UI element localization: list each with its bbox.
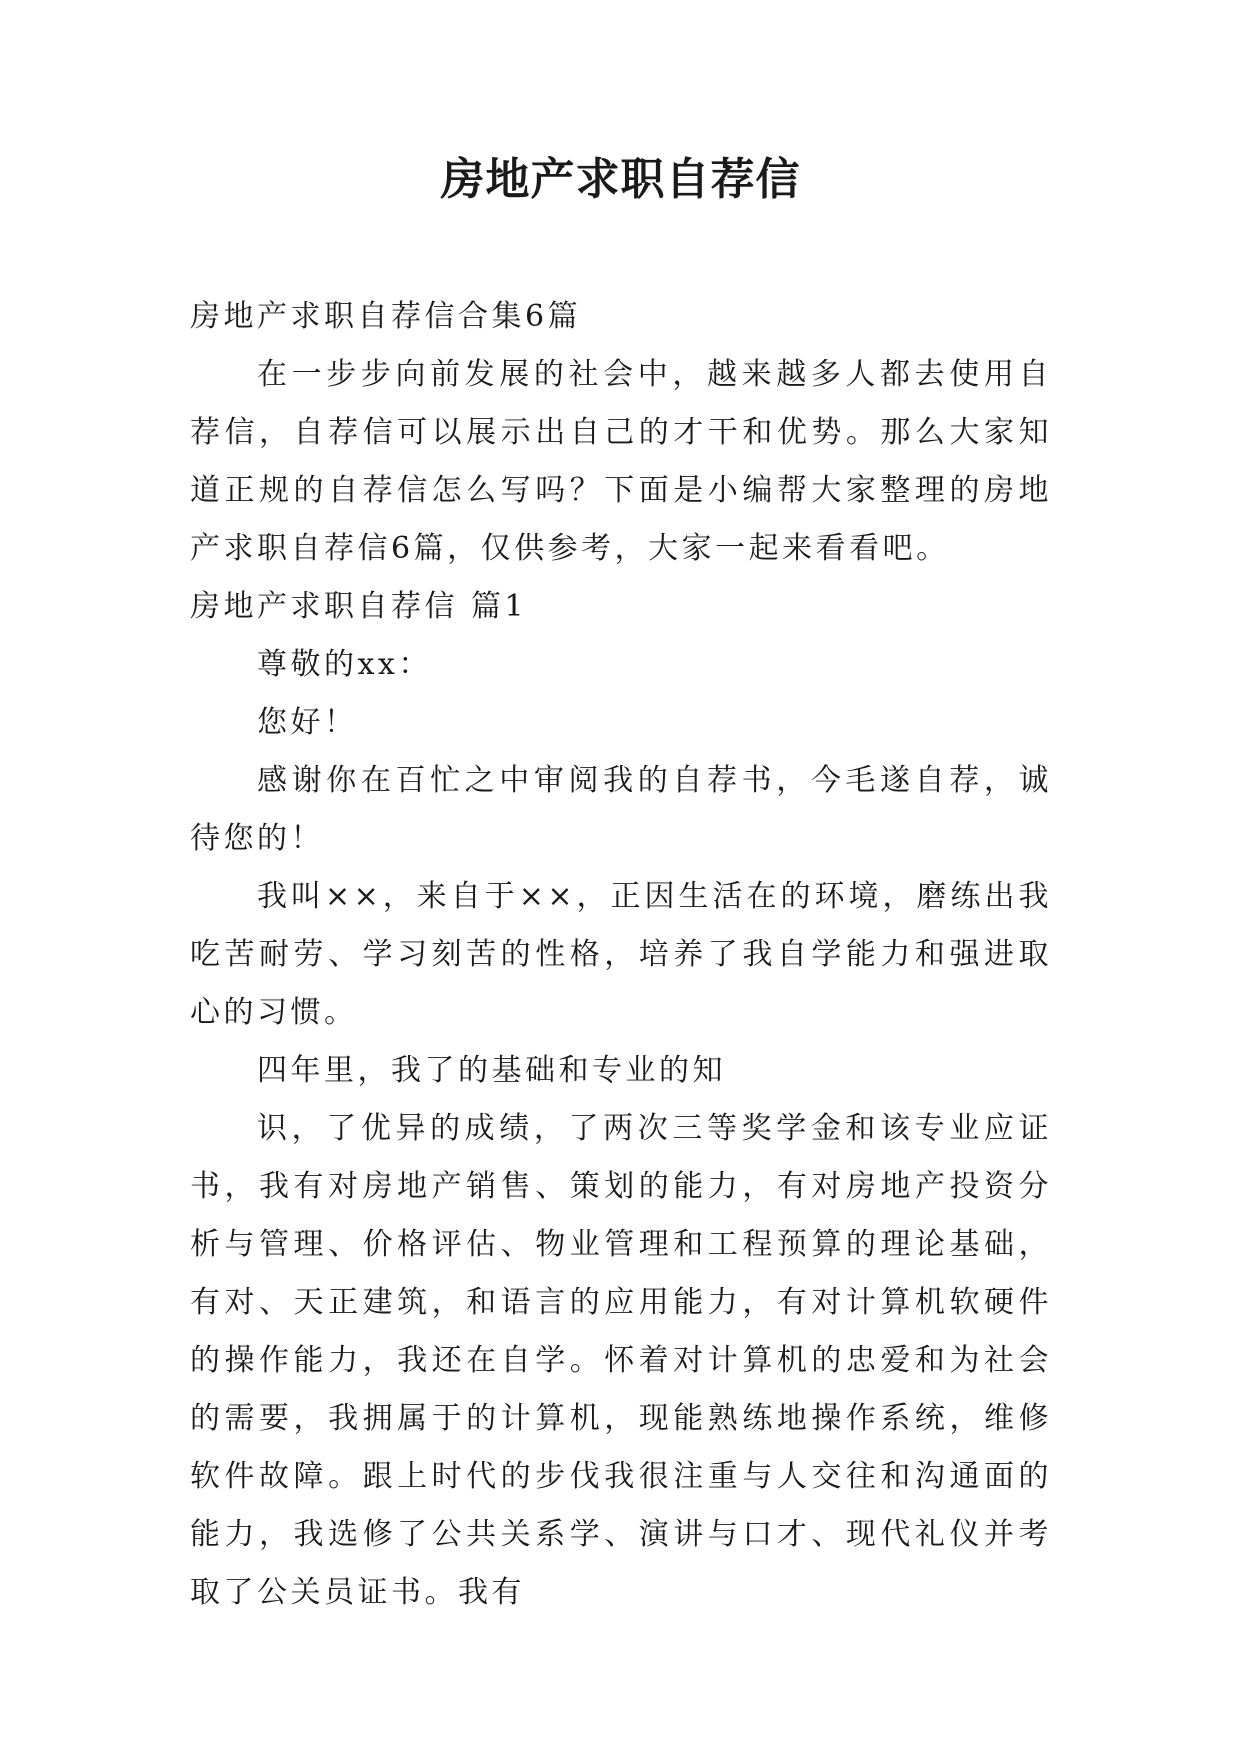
section-heading: 房地产求职自荐信合集6篇 — [190, 299, 582, 334]
section-heading: 房地产求职自荐信 篇1 — [190, 589, 528, 624]
intro-paragraph: 在一步步向前发展的社会中，越来越多人都去使用自荐信，自荐信可以展示出自己的才干和优势。那么大家知道正规的自荐信怎么写吗？下面是小编帮大家整理的房地产求职自荐信6篇，仅供参考，大家一起来看看吧。 — [190, 357, 1052, 566]
body-paragraph: 识，了优异的成绩，了两次三等奖学金和该专业应证书，我有对房地产销售、策划的能力，有对房地产投资分析与管理、价格评估、物业管理和工程预算的理论基础，有对、天正建筑，和语言的应用能力，有对计算机软硬件的操作能力，我还在自学。怀着对计算机的忠爱和为社会的需要，我拥属于的计算机，现能熟练地操作系统，维修软件故障。跟上时代的步伐我很注重与人交往和沟通面的能力，我选修了公共关系学、演讲与口才、现代礼仪并考取了公关员证书。我有 — [190, 1111, 1052, 1610]
body-paragraph: 四年里，我了的基础和专业的知 — [257, 1053, 726, 1088]
salutation: 尊敬的xx： — [257, 647, 432, 682]
greeting: 您好！ — [257, 705, 358, 740]
body-paragraph: 感谢你在百忙之中审阅我的自荐书，今毛遂自荐，诚待您的！ — [190, 763, 1052, 856]
document-body — [190, 288, 1052, 1622]
document-title: 房地产求职自荐信 — [440, 154, 801, 205]
body-paragraph: 我叫××，来自于××，正因生活在的环境，磨练出我吃苦耐劳、学习刻苦的性格，培养了我自学能力和强进取心的习惯。 — [190, 879, 1052, 1030]
